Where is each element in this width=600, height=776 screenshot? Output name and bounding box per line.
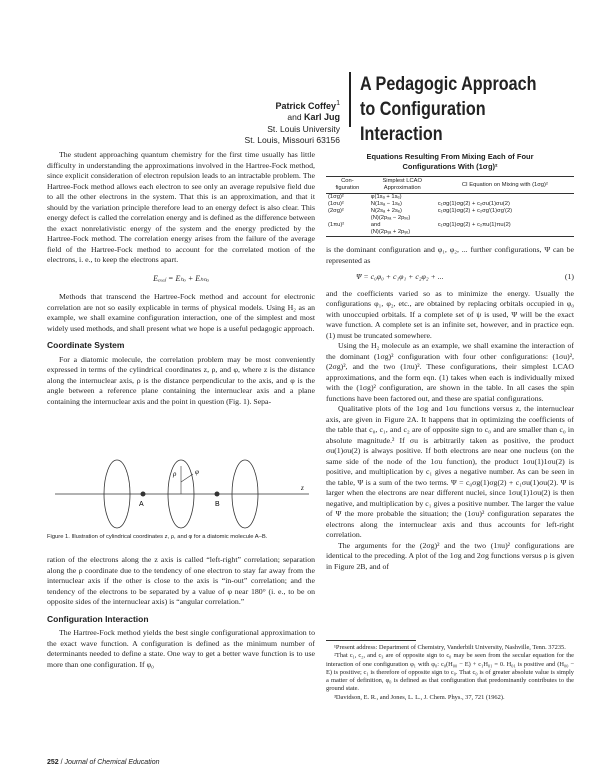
table-cell: N(1sₐ − 1sₑ) <box>370 201 402 207</box>
journal-name: Journal of Chemical Education <box>64 759 160 766</box>
label-b: B <box>215 501 220 508</box>
methods-paragraph: Methods that transcend the Hartree-Fock method and account for electronic correlation are not so easily explicable in terms of physical models. Using H₂ as an example, we shall examine configuration interaction, one of the simplest and most widely used methods, and shall present what we hope is a useful pedagogic approach. <box>47 292 315 333</box>
author-footnote-mark: 1 <box>336 99 340 107</box>
dominant-configuration-paragraph: is the dominant configuration and φ₁, φ₂, ... further configurations, Ψ can be represented as <box>326 245 574 265</box>
title-line-1: A Pedagogic Approach <box>360 74 537 95</box>
wavefunction-equation <box>326 272 574 283</box>
label-rho: ρ <box>173 470 177 478</box>
left-column-upper <box>47 150 315 407</box>
nucleus-a <box>141 492 146 497</box>
wavefunction-expansion: Ψ = c₀φ₀ + c₁φ₁ + c₂φ₂ + ... <box>356 272 444 281</box>
page-footer <box>47 759 160 766</box>
title-line-2: to Configuration Interaction <box>360 99 486 145</box>
correlation-types-paragraph: ration of the electrons along the z axis is called “left-right” correlation; separation along the ρ coordinate due to the tendency of one electron to stay far away from the internuclear axis if the other is close to the axis is “in-out” correlation; and the tendency of the electrons to be separated by a value of φ near 180° (i. e., to be on opposite sides of the internuclear axis) is “angular correlation.” <box>47 555 315 606</box>
table-cell: φ(1sₐ + 1sₑ) <box>370 194 402 200</box>
author-block <box>110 98 340 147</box>
table-row <box>326 215 574 222</box>
table-header: CI Equation on Mixing with (1σg)² <box>436 177 574 194</box>
footnote-1: ¹Present address: Department of Chemistry, Vanderbilt University, Nashville, Tenn. 37235. <box>334 644 566 651</box>
table-cell <box>436 229 574 237</box>
left-column-lower <box>47 555 315 670</box>
arguments-paragraph: The arguments for the (2σg)² and the two (1πu)² configurations are identical to the preceding. A plot of the 1σg and 2σg functions versus ρ is given in Figure 2B, and of <box>326 540 574 571</box>
footnote-rule <box>326 640 416 641</box>
table-title-line-2: Configurations With (1σg)² <box>402 162 498 171</box>
configuration-paragraph: The Hartree-Fock method yields the best single configurational approximation to the exact wave function. A configuration is defined as the minimum number of determinants needed to define a state. One way to get a better wave function is to use more than one configuration. If φ₀ <box>47 628 315 669</box>
table-header: Simplest LCAO Approximation <box>369 177 436 194</box>
table-cell: (1σu)² <box>328 201 344 207</box>
table-title-line-1: Equations Resulting From Mixing Each of Four <box>366 152 534 161</box>
label-z: z <box>301 484 304 492</box>
footnote-3: ³Davidson, E. R., and Jones, L. L., J. Chem. Phys., 37, 721 (1962). <box>334 693 505 701</box>
heading-configuration-interaction: Configuration Interaction <box>47 613 149 624</box>
table-cell <box>436 215 574 222</box>
table-cell: (N)(2pₓₐ − 2pₓₑ) <box>370 215 411 221</box>
affiliation-line-2: St. Louis, Missouri 63156 <box>244 135 340 146</box>
table-row <box>326 208 574 215</box>
table-cell: c₁σg(1)σg(2) + c₂πu(1)πu(2) <box>437 222 511 228</box>
article-title <box>360 72 556 147</box>
author-name-2: Karl Jug <box>303 112 340 123</box>
table-cell <box>436 194 574 202</box>
configuration-table <box>326 176 574 237</box>
coordinate-paragraph: For a diatomic molecule, the correlation problem may be most conveniently expressed in terms of the cylindrical coordinates z, ρ, and φ, where z is the distance along the internuclear axis, ρ is the distance perpendicular to the axis, and φ is the angle between a reference plane containing the internuclear axis and a plane containing the internuclear axis and the point in question (Fig. 1). Sepa- <box>47 354 315 406</box>
coefficients-paragraph: and the coefficients varied so as to minimize the energy. Usually the configurations φ₁, φ₂, etc., are obtained by replacing orbitals occupied in φ₀ with unoccupied orbitals. If a complete set of ψ is used, Ψ will be the exact wave function. A complete set is an infinite set, however, and in practice eqn. (1) must be truncated somewhere. <box>326 288 574 340</box>
title-divider <box>349 72 351 127</box>
table-cell: N(2sₐ + 2sₑ) <box>370 208 402 214</box>
page-number: 252 <box>47 759 59 766</box>
heading-coordinate-system: Coordinate System <box>47 340 125 350</box>
label-phi: φ <box>195 468 199 476</box>
table-cell <box>326 229 369 237</box>
table-row <box>326 229 574 237</box>
nucleus-b <box>215 492 220 497</box>
qualitative-plots-paragraph: Qualitative plots of the 1σg and 1σu functions versus z, the internuclear axis, are given in Figure 2A. It happens that in optimizing the coefficients of the table that c₀, c₁, and c₂ are of opposite sign to c₀ and are smaller than c₀ in absolute magnitude.² If σu is arbitrarily taken as positive, the product σu(1)σu(2) is always positive. If both electrons are near one nucleus (on the same side of the node of the 1σu function), the product 1σu(1)1σu(2) is positive, and multiplication by c₁ gives a negative number. As can be seen in the table, Ψ is a sum of the two terms. Ψ = c₀σg(1)σg(2) + c₁σu(1)σu(2). Ψ is larger when the electrons are near different nuclei, since 1σu(1)1σu(2) is then negative, and multiplication by c₁ gives a positive number. The larger the value of Ψ the more probable the situation; the (1σu)² configuration separates the electrons along the internuclear axis and thus accounts for left-right correlation. <box>326 404 574 539</box>
table-cell: (1πu)² <box>328 222 345 228</box>
label-a: A <box>139 501 144 508</box>
author-and: and <box>287 112 302 123</box>
h2-example-paragraph: Using the H₂ molecule as an example, we shall examine the interaction of the dominant (1σg)² configuration with four other configurations: (1σu)², (2σg)², and the two (1πu)². These configurations, their simplest LCAO approximations, and the form eqn. (1) takes when each is individually mixed with the (1σg)² configuration, are shown in the table. In all cases the spin functions have been factored out, and these are spatial configurations. <box>326 341 574 403</box>
table-cell: (2σg)² <box>328 208 344 214</box>
table-cell: (1σg)² <box>328 194 344 200</box>
table-row <box>326 194 574 202</box>
affiliation-line-1: St. Louis University <box>267 123 340 134</box>
intro-paragraph: The student approaching quantum chemistry for the first time usually has little difficulty in understanding the approximations involved in the Hartree-Fock method, since explicit consideration of electron repulsion leads to an intractable problem. The Hartree-Fock method allows each electron to see only an average repulsive field due to all the other electrons in the system. That this is an approximation, and that it should by the variation principle therefore lead to an energy defect is also clear. This energy defect is called the correlation energy and is defined as the difference between the exact nonrelativistic energy of the system and the energy predicted by the Hartree-Fock method. The correlation energy arises from the failure of the average field of the Hartree-Fock method to account for the correlated motion of the electrons, i. e., to keep the electrons apart. <box>47 150 315 264</box>
equation-number: (1) <box>564 272 574 281</box>
table-row <box>326 222 574 229</box>
table-header: Con- figuration <box>326 177 369 194</box>
footnote-2: ²That c₁, c₂, and c₃ are of opposite sign to c₀ may be seen from the secular equation for the interaction of one configuration φ₁ with φ₀: c₀(H₀₀ − E) + c₁H₀₁ = 0. H₀₁ is positive and (H₀₀ − E) is positive; c₁ is therefore of opposite sign to c₀. That c₀ is of greater absolute value is simply a matter of definition, φ₀ is defined as that configuration that predominantly contributes to the ground state. <box>326 652 574 693</box>
figure-1-caption: Figure 1. Illustration of cylindrical coordinates z, ρ, and φ for a diatomic molecule A–B. <box>47 534 268 540</box>
table-cell: c₁σg(1)σg(2) + c₂σg'(1)σg'(2) <box>437 208 513 214</box>
correlation-energy-equation: Eₑₓₐⱼ = Eₕₒ + Eₕₙₐ <box>153 273 209 283</box>
configuration-table-block <box>326 152 574 237</box>
figure-1-cylindrical-coordinates <box>47 452 315 532</box>
table-cell <box>326 215 369 222</box>
table-cell: (N)(2pᵧₐ + 2pᵧₑ) <box>369 229 436 237</box>
footer-separator: / <box>60 759 63 766</box>
phi-arc <box>181 474 193 482</box>
table-cell: c₁σg(1)σg(2) + c₂σu(1)σu(2) <box>437 201 510 207</box>
footnotes <box>326 644 574 702</box>
right-column <box>326 245 574 572</box>
table-row <box>326 201 574 208</box>
author-name-1: Patrick Coffey <box>275 100 337 111</box>
table-cell: and <box>370 222 381 228</box>
